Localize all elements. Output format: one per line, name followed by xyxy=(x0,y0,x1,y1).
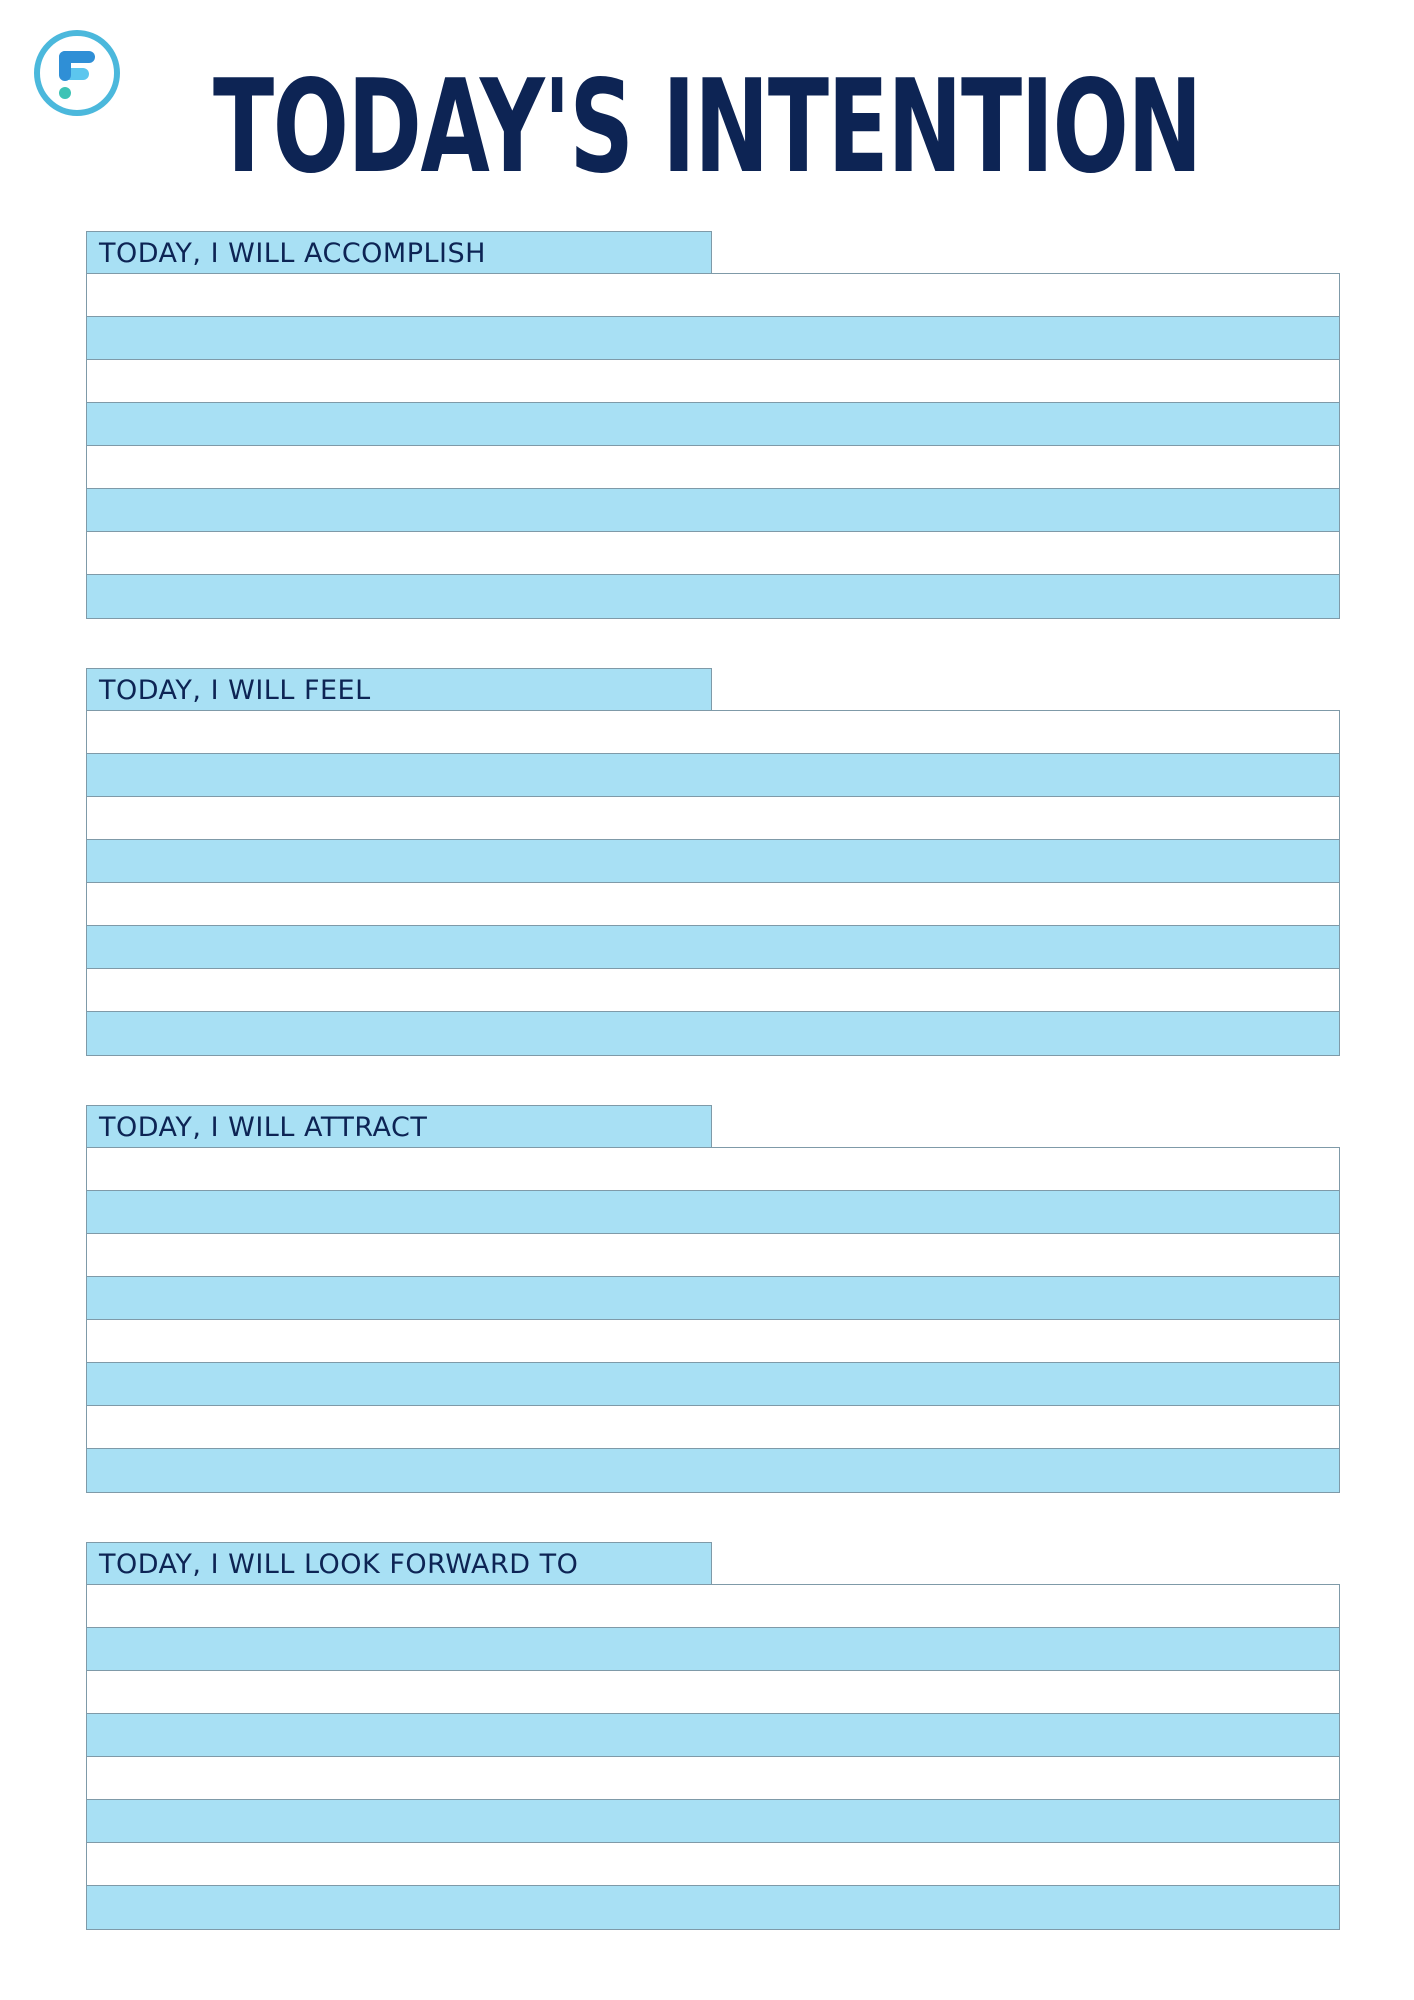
writing-line[interactable] xyxy=(87,1714,1339,1757)
writing-line[interactable] xyxy=(87,797,1339,840)
f-logo-icon xyxy=(32,28,122,118)
writing-line[interactable] xyxy=(87,1363,1339,1406)
section-tab xyxy=(86,1105,712,1147)
section-tab xyxy=(86,668,712,710)
writing-line[interactable] xyxy=(87,969,1339,1012)
writing-line[interactable] xyxy=(87,1628,1339,1671)
section-tab xyxy=(86,231,712,273)
writing-lines xyxy=(86,1584,1340,1930)
writing-line[interactable] xyxy=(87,926,1339,969)
writing-line[interactable] xyxy=(87,1191,1339,1234)
writing-line[interactable] xyxy=(87,1757,1339,1800)
section-tab xyxy=(86,1542,712,1584)
writing-line[interactable] xyxy=(87,1320,1339,1363)
writing-line[interactable] xyxy=(87,1277,1339,1320)
writing-line[interactable] xyxy=(87,446,1339,489)
writing-line[interactable] xyxy=(87,1800,1339,1843)
writing-line[interactable] xyxy=(87,1012,1339,1055)
writing-line[interactable] xyxy=(87,1886,1339,1929)
writing-line[interactable] xyxy=(87,883,1339,926)
writing-line[interactable] xyxy=(87,360,1339,403)
writing-line[interactable] xyxy=(87,1585,1339,1628)
writing-lines xyxy=(86,1147,1340,1493)
writing-line[interactable] xyxy=(87,1406,1339,1449)
section-label: TODAY, I WILL LOOK FORWARD TO xyxy=(99,1549,579,1580)
writing-line[interactable] xyxy=(87,403,1339,446)
writing-line[interactable] xyxy=(87,1671,1339,1714)
writing-line[interactable] xyxy=(87,754,1339,797)
writing-line[interactable] xyxy=(87,575,1339,618)
writing-line[interactable] xyxy=(87,840,1339,883)
writing-line[interactable] xyxy=(87,1234,1339,1277)
writing-line[interactable] xyxy=(87,711,1339,754)
writing-lines xyxy=(86,273,1340,619)
writing-line[interactable] xyxy=(87,532,1339,575)
writing-line[interactable] xyxy=(87,317,1339,360)
section-label: TODAY, I WILL ATTRACT xyxy=(99,1112,428,1143)
writing-line[interactable] xyxy=(87,274,1339,317)
writing-line[interactable] xyxy=(87,1843,1339,1886)
writing-line[interactable] xyxy=(87,1148,1339,1191)
section-label: TODAY, I WILL ACCOMPLISH xyxy=(99,238,486,269)
writing-line[interactable] xyxy=(87,1449,1339,1492)
writing-line[interactable] xyxy=(87,489,1339,532)
section-label: TODAY, I WILL FEEL xyxy=(99,675,371,706)
page-title: TODAY'S INTENTION xyxy=(213,53,1201,202)
writing-lines xyxy=(86,710,1340,1056)
